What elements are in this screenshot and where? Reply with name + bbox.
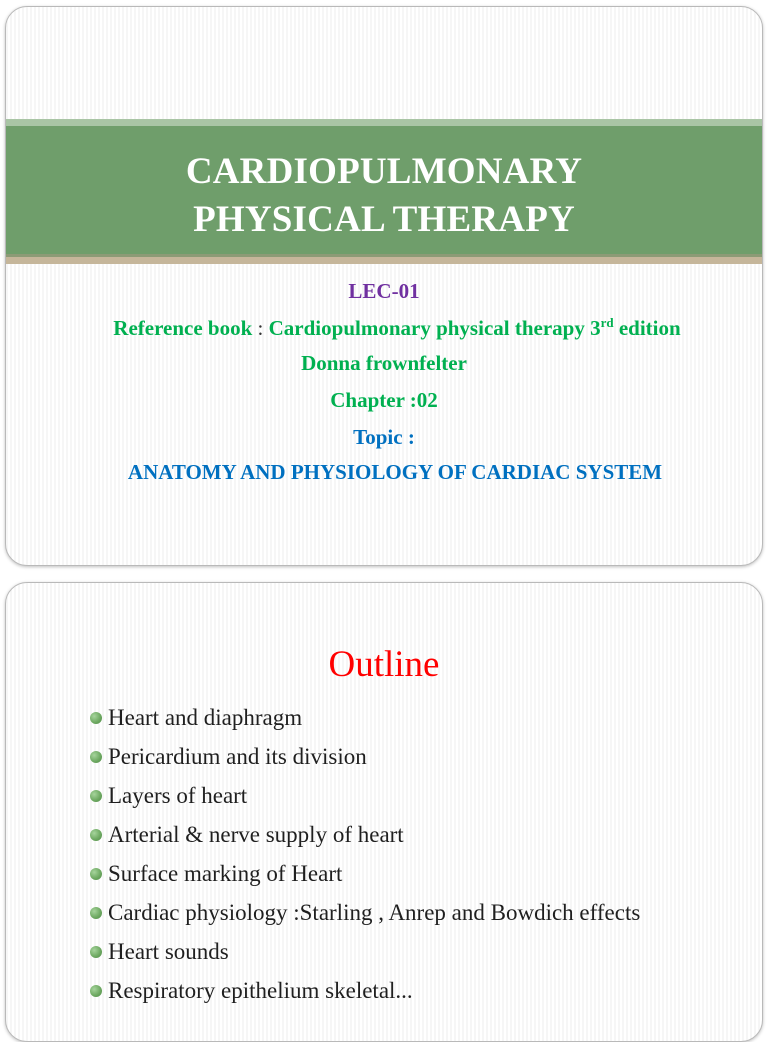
- outline-list: [6, 701, 708, 1013]
- bullet-icon: [90, 751, 102, 763]
- list-item: [6, 974, 708, 1007]
- reference-colon: :: [252, 316, 269, 340]
- title-band: [6, 119, 762, 264]
- list-item-text: Layers of heart: [108, 783, 248, 808]
- bullet-icon: [90, 985, 102, 997]
- list-item-text: Pericardium and its division: [108, 744, 367, 769]
- outline-slide: [5, 582, 763, 1042]
- bullet-icon: [90, 790, 102, 802]
- list-item: [6, 701, 708, 734]
- author-name: Donna frownfelter: [301, 351, 467, 375]
- reference-label: Reference book: [113, 316, 253, 340]
- reference-edition: edition: [613, 316, 681, 340]
- bullet-icon: [90, 868, 102, 880]
- slide-title-line-2: PHYSICAL THERAPY: [193, 199, 575, 240]
- reference-title: Cardiopulmonary physical therapy 3: [268, 316, 601, 340]
- bullet-icon: [90, 829, 102, 841]
- title-slide: [5, 6, 763, 566]
- list-item-text: Heart sounds: [108, 939, 229, 964]
- list-item: [6, 896, 708, 929]
- list-item: [6, 857, 708, 890]
- list-item: [6, 779, 708, 812]
- topic-label: Topic :: [353, 425, 415, 449]
- bullet-icon: [90, 946, 102, 958]
- list-item: [6, 740, 708, 773]
- reference-book: [6, 315, 762, 341]
- outline-title: Outline: [328, 644, 440, 685]
- topic-title: ANATOMY AND PHYSIOLOGY OF CARDIAC SYSTEM: [127, 460, 663, 484]
- list-item-text: Respiratory epithelium skeletal...: [108, 978, 413, 1003]
- list-item-text: Arterial & nerve supply of heart: [108, 822, 404, 847]
- list-item-text: Surface marking of Heart: [108, 861, 343, 886]
- chapter-number: Chapter :02: [330, 388, 438, 412]
- list-item-text: Heart and diaphragm: [108, 705, 303, 730]
- list-item: [6, 818, 708, 851]
- reference-superscript: rd: [600, 315, 614, 330]
- list-item: [6, 935, 708, 968]
- bullet-icon: [90, 907, 102, 919]
- lecture-number: LEC-01: [348, 279, 420, 303]
- bullet-icon: [90, 712, 102, 724]
- slide-title-line-1: CARDIOPULMONARY: [185, 151, 583, 192]
- list-item-text: Cardiac physiology :Starling , Anrep and Bowdich effects: [108, 900, 641, 925]
